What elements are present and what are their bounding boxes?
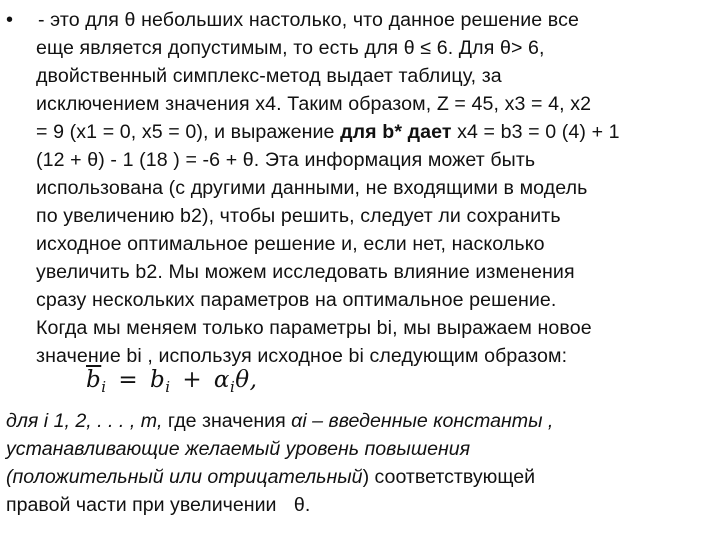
formula-b: b (149, 367, 166, 393)
formula-b-subscript: i (165, 378, 171, 396)
text-line: исходное оптимальное решение и, если нет, насколько (36, 233, 545, 255)
formula-equals: = (118, 367, 139, 393)
text-line-expression (36, 118, 716, 146)
text-line: по увеличению b2), чтобы решить, следует ли сохранить (36, 205, 561, 227)
bullet-marker: • (6, 9, 14, 31)
paragraph-line (6, 407, 716, 435)
paragraph (6, 407, 716, 519)
paragraph-line (6, 491, 716, 519)
formula-theta: θ, (235, 367, 258, 393)
text-segment: ) соответствующей (362, 466, 536, 488)
italic-segment: αi – введенные константы , (291, 410, 554, 432)
text-segment: где значения (162, 410, 292, 432)
theta-symbol: θ. (293, 494, 311, 516)
italic-segment: (положительный или отрицательный (6, 466, 363, 488)
bold-text-segment: для b* дает (340, 121, 452, 143)
text-line: сразу нескольких параметров на оптимальное решение. (36, 289, 557, 311)
formula-alpha: α (213, 367, 230, 393)
paragraph-line: устанавливающие желаемый уровень повышения (6, 438, 471, 460)
text-line: еще является допустимым, то есть для θ ≤ 6. Для θ> 6, (36, 37, 545, 59)
text-line: увеличить b2. Мы можем исследовать влияние изменения (36, 261, 575, 283)
formula-lhs-subscript: i (101, 378, 107, 396)
text-line: использована (с другими данными, не входящими в модель (36, 177, 588, 199)
text-line: значение bi , используя исходное bi следующим образом: (36, 345, 568, 367)
text-line: двойственный симплекс-метод выдает таблицу, за (36, 65, 502, 87)
text-segment: правой части при увеличении (6, 494, 277, 516)
formula-plus: + (182, 367, 203, 393)
paragraph-line (6, 463, 716, 491)
text-segment: = 9 (x1 = 0, x5 = 0), и выражение (36, 121, 341, 143)
formula (86, 364, 257, 403)
bullet-text-block (36, 6, 716, 370)
text-line: - это для θ небольших настолько, что данное решение все (38, 9, 579, 31)
formula-lhs: $\overline{b}$ (86, 367, 102, 393)
text-line: (12 + θ) - 1 (18 ) = -6 + θ. Эта информация может быть (36, 149, 536, 171)
italic-segment: для i 1, 2, . . . , m, (6, 410, 163, 432)
text-line: исключением значения x4. Таким образом, Z = 45, x3 = 4, x2 (36, 93, 592, 115)
text-line: Когда мы меняем только параметры bi, мы выражаем новое (36, 317, 592, 339)
text-segment: x4 = b3 = 0 (4) + 1 (451, 121, 620, 143)
formula-alpha-subscript: i (229, 378, 236, 396)
